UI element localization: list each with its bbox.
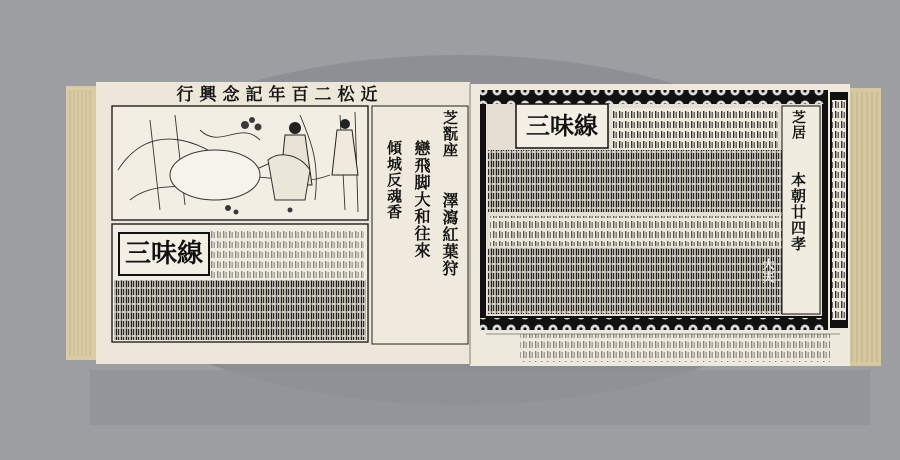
left-playbill-play-2: 戀飛脚大和往來: [412, 140, 431, 259]
playbill-upper-text: [612, 108, 778, 152]
right-playbill-column-3: 大夫: [761, 258, 775, 284]
right-playbill-column-1: 芝居: [790, 110, 806, 140]
left-page-banner-title: 行興念記年百二松近: [176, 85, 384, 105]
right-playbill-column-2: 本朝廿四孝: [789, 172, 807, 252]
left-playbill-play-3: 傾城反魂香: [385, 140, 403, 220]
book-edge-left: [66, 86, 96, 360]
right-page-footer-text: [520, 334, 830, 362]
left-page-shamisen-title: 三味線: [118, 232, 210, 276]
playbill-flower-border-bottom: [480, 318, 828, 330]
right-page-side-text: [832, 100, 846, 320]
illustration-rock: [170, 150, 260, 200]
left-playbill-theater-name: 芝翫座: [441, 110, 459, 158]
book-edge-right: [845, 88, 881, 366]
table-shadow: [90, 370, 870, 425]
playbill-middle-text: [490, 216, 816, 246]
left-playbill-play-1: 澤瀉紅葉狩: [440, 192, 459, 277]
right-page-shamisen-title: 三味線: [520, 108, 604, 144]
playbill-flower-border-top: [480, 90, 828, 104]
shamisen-text-area-left: [210, 228, 364, 278]
playbill-dense-band-right: [488, 150, 820, 212]
shamisen-dense-band-left: [114, 280, 366, 340]
